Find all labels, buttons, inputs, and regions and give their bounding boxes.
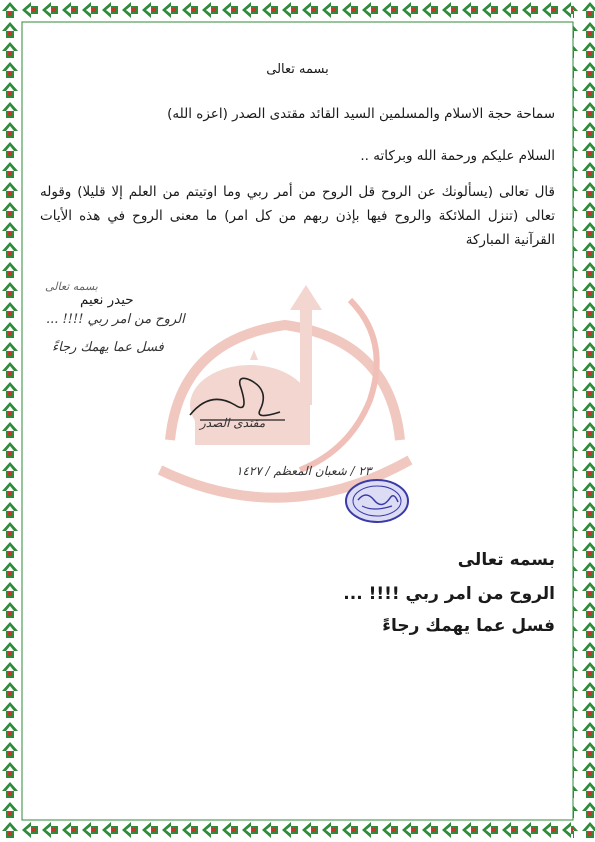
answer-line-1: الروح من امر ربي !!!! ... (343, 584, 555, 604)
handwritten-heading: بسمه تعالى (45, 280, 98, 293)
signature-name: مقتدى الصدر (200, 416, 266, 430)
greeting-line: السلام عليكم ورحمة الله وبركاته .. (360, 148, 555, 164)
signature-date: ٢٣ / شعبان المعظم / ١٤٢٧ (236, 464, 372, 478)
handwritten-line-2: فسل عما يهمك رجاءً (52, 340, 164, 355)
letter-body (40, 40, 555, 802)
handwritten-line-1: الروح من امر ربي !!!! ... (46, 312, 185, 327)
official-seal (344, 478, 410, 524)
recipient-address: سماحة حجة الاسلام والمسلمين السيد القائد مقتدى الصدر (اعزه الله) (167, 106, 555, 122)
letter-heading: بسمه تعالى (266, 62, 329, 77)
question-paragraph: قال تعالى (يسألونك عن الروح قل الروح من أمر ربي وما اوتيتم من العلم إلا قليلا) وقوله تعالى (تنزل الملائكة والروح فيها بإذن ربهم من كل امر) ما معنى الروح في هذه الأيات القرآنية المباركة (40, 184, 555, 248)
answer-line-2: فسل عما يهمك رجاءً (382, 616, 555, 636)
sender-name: حيدر نعيم (80, 292, 134, 308)
answer-heading: بسمه تعالى (457, 550, 555, 570)
